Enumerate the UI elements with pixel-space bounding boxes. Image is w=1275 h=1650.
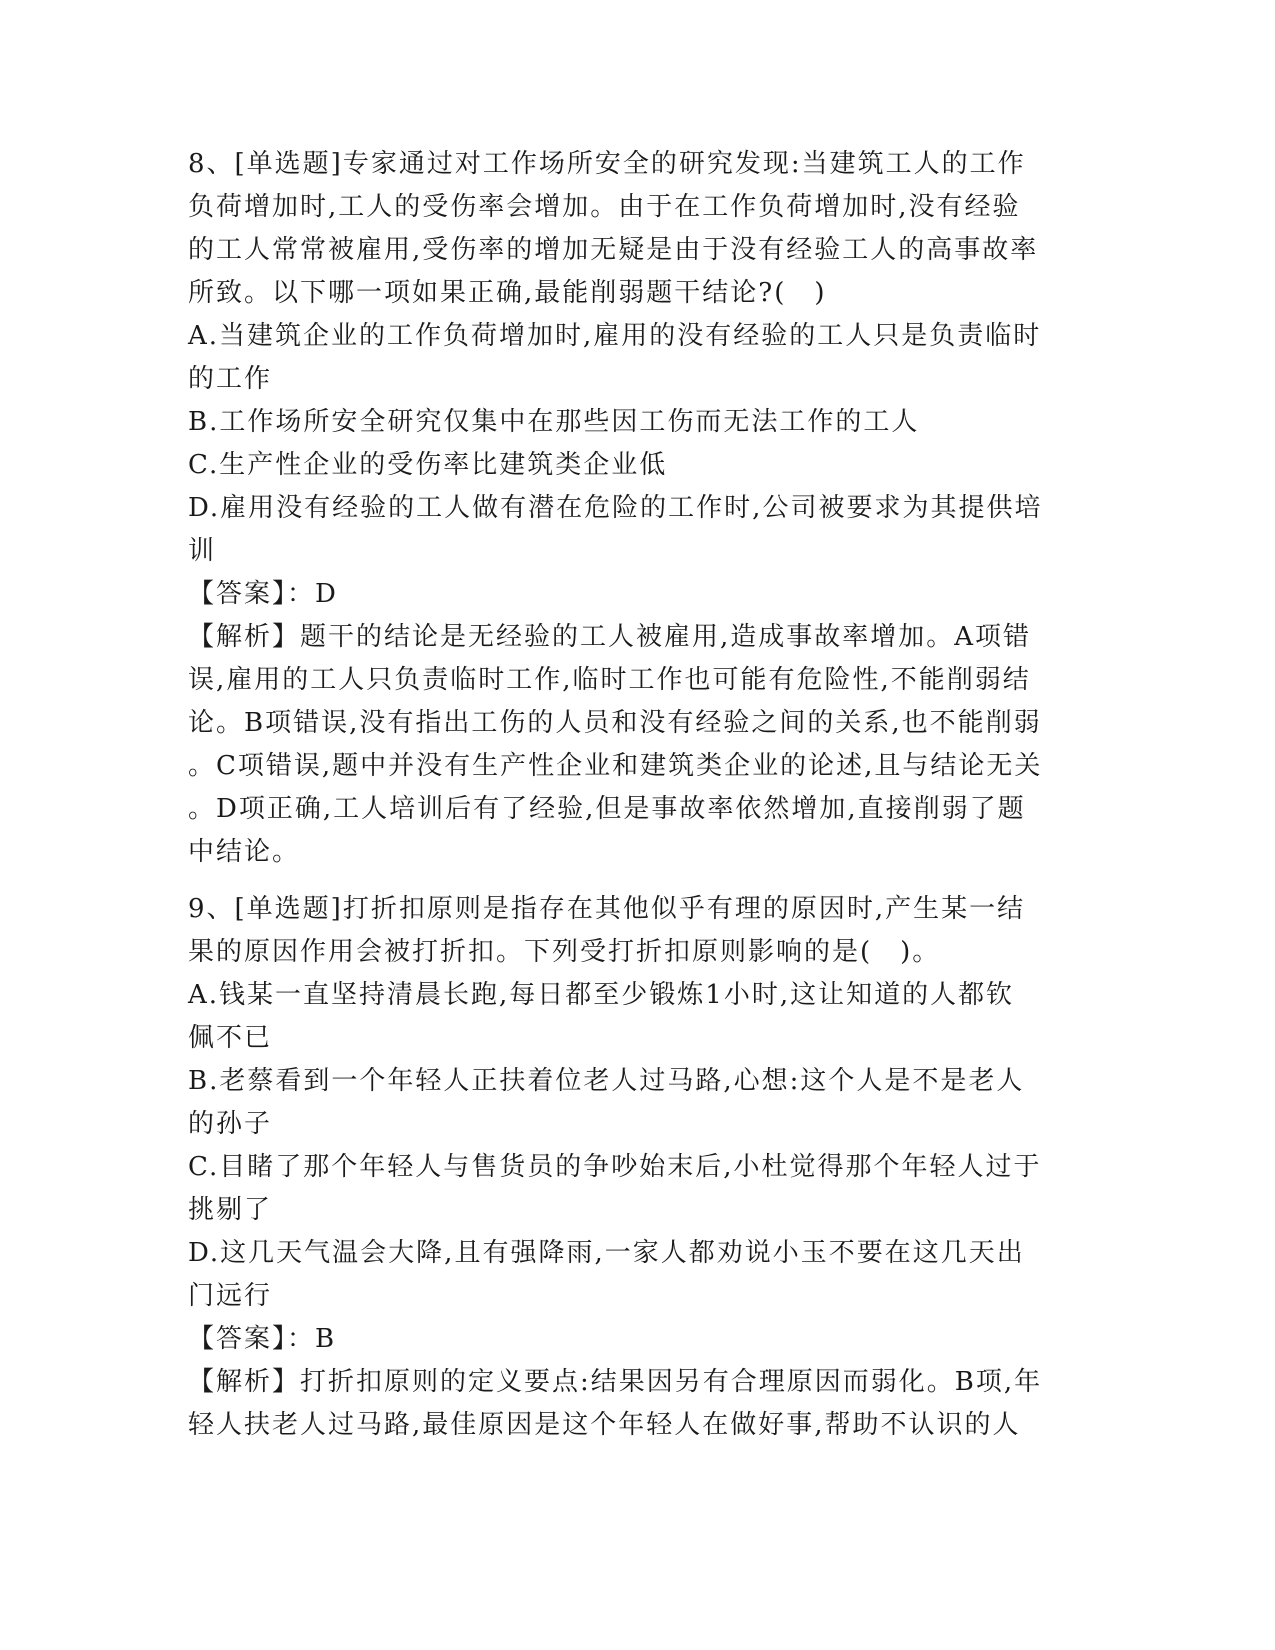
option-line: C.生产性企业的受伤率比建筑类企业低 xyxy=(188,450,668,480)
option-line: 佩不已 xyxy=(188,1023,273,1053)
question-stem-line: 9、[单选题]打折扣原则是指存在其他似乎有理的原因时,产生某一结 xyxy=(188,894,1026,924)
option-line: 训 xyxy=(188,536,217,566)
question-stem-line: 8、[单选题]专家通过对工作场所安全的研究发现:当建筑工人的工作 xyxy=(188,149,1026,179)
option-line: B.工作场所安全研究仅集中在那些因工伤而无法工作的工人 xyxy=(188,407,920,437)
question-stem-line: 的工人常常被雇用,受伤率的增加无疑是由于没有经验工人的高事故率 xyxy=(188,235,1039,265)
question-stem-line: 所致。以下哪一项如果正确,最能削弱题干结论?( ) xyxy=(188,278,827,308)
analysis-line: 轻人扶老人过马路,最佳原因是这个年轻人在做好事,帮助不认识的人 xyxy=(188,1410,1021,1440)
answer-line: 【答案】：B xyxy=(188,1324,337,1354)
question-8 xyxy=(188,143,1088,874)
analysis-line: 。C项错误,题中并没有生产性企业和建筑类企业的论述,且与结论无关 xyxy=(188,751,1043,781)
question-9 xyxy=(188,888,1088,1447)
document-page xyxy=(188,143,1088,1447)
analysis-line: 【解析】题干的结论是无经验的工人被雇用,造成事故率增加。A项错 xyxy=(188,622,1032,652)
analysis-line: 论。B项错误,没有指出工伤的人员和没有经验之间的关系,也不能削弱 xyxy=(188,708,1042,738)
analysis-line: 中结论。 xyxy=(188,837,301,867)
option-line: C.目睹了那个年轻人与售货员的争吵始末后,小杜觉得那个年轻人过于 xyxy=(188,1152,1042,1182)
option-line: B.老蔡看到一个年轻人正扶着位老人过马路,心想:这个人是不是老人 xyxy=(188,1066,1025,1096)
option-line: 的孙子 xyxy=(188,1109,273,1139)
option-line: 的工作 xyxy=(188,364,273,394)
option-line: A.钱某一直坚持清晨长跑,每日都至少锻炼1小时,这让知道的人都钦 xyxy=(188,980,1015,1010)
option-line: D.这几天气温会大降,且有强降雨,一家人都劝说小玉不要在这几天出 xyxy=(188,1238,1025,1268)
option-line: D.雇用没有经验的工人做有潜在危险的工作时,公司被要求为其提供培 xyxy=(188,493,1043,523)
answer-line: 【答案】：D xyxy=(188,579,338,609)
analysis-line: 误,雇用的工人只负责临时工作,临时工作也可能有危险性,不能削弱结 xyxy=(188,665,1031,695)
analysis-line: 。D项正确,工人培训后有了经验,但是事故率依然增加,直接削弱了题 xyxy=(188,794,1026,824)
option-line: 门远行 xyxy=(188,1281,273,1311)
question-stem-line: 负荷增加时,工人的受伤率会增加。由于在工作负荷增加时,没有经验 xyxy=(188,192,1021,222)
option-line: A.当建筑企业的工作负荷增加时,雇用的没有经验的工人只是负责临时 xyxy=(188,321,1042,351)
option-line: 挑剔了 xyxy=(188,1195,273,1225)
analysis-line: 【解析】打折扣原则的定义要点:结果因另有合理原因而弱化。B项,年 xyxy=(188,1367,1043,1397)
question-stem-line: 果的原因作用会被打折扣。下列受打折扣原则影响的是( )。 xyxy=(188,937,941,967)
